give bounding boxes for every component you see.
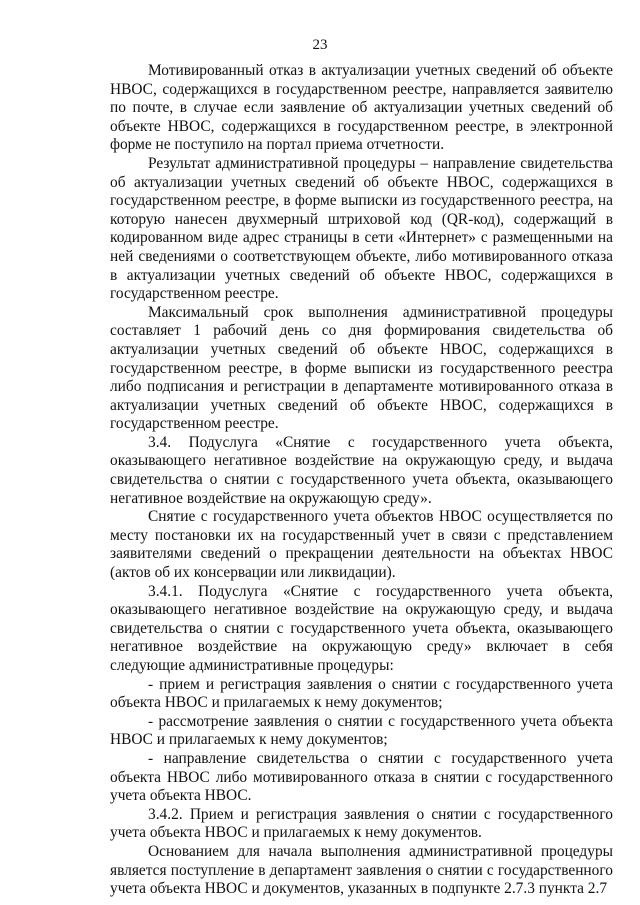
paragraph: Максимальный срок выполнения административной процедуры составляет 1 рабочий день со дня формирования свидетельства об актуализации учетных сведений об объекте НВОС, содержащихся в государственном реестре, в форме выписки из государственного реестра либо подписания и регистрации в департаменте мотивированного отказа в актуализации учетных сведений об объекте НВОС, содержащихся в государственном реестре. [110, 303, 613, 433]
paragraph: Результат административной процедуры – направление свидетельства об актуализации учетных сведений об объекте НВОС, содержащихся в государственном реестре, в форме выписки из государственного реестра, на которую нанесен двухмерный штриховой код (QR-код), содержащий в кодированном виде адрес страницы в сети «Интернет» с размещенными на ней сведениями о соответствующем объекте, либо мотивированного отказа в актуализации учетных сведений об объекте НВОС, содержащихся в государственном реестре. [110, 154, 613, 303]
paragraph: Основанием для начала выполнения административной процедуры является поступление в департамент заявления о снятии с государственного учета объекта НВОС и документов, указанных в подпункте 2.7.3 пункта 2.7 [110, 842, 613, 898]
list-item: - прием и регистрация заявления о снятии с государственного учета объекта НВОС и прилагаемых к нему документов; [110, 675, 613, 712]
list-item: - направление свидетельства о снятии с государственного учета объекта НВОС либо мотивированного отказа в снятии с государственного учета объекта НВОС. [110, 749, 613, 805]
document-body [110, 62, 613, 899]
page-number: 23 [312, 37, 328, 53]
list-item: - рассмотрение заявления о снятии с государственного учета объекта НВОС и прилагаемых к нему документов; [110, 712, 613, 749]
subsection-3-4-2: 3.4.2. Прием и регистрация заявления о снятии с государственного учета объекта НВОС и прилагаемых к нему документов. [110, 805, 613, 842]
subsection-3-4-1: 3.4.1. Подуслуга «Снятие с государственного учета объекта, оказывающего негативное воздействие на окружающую среду, и выдача свидетельства о снятии с государственного учета объекта, оказывающего негативное воздействие на окружающую среду» включает в себя следующие административные процедуры: [110, 582, 613, 674]
section-heading-3-4: 3.4. Подуслуга «Снятие с государственного учета объекта, оказывающего негативное воздействие на окружающую среду, и выдача свидетельства о снятии с государственного учета объекта, оказывающего негативное воздействие на окружающую среду». [110, 433, 613, 507]
paragraph: Снятие с государственного учета объектов НВОС осуществляется по месту постановки их на государственный учет в связи с представлением заявителями сведений о прекращении деятельности на объектах НВОС (актов об их консервации или ликвидации). [110, 508, 613, 582]
paragraph: Мотивированный отказ в актуализации учетных сведений об объекте НВОС, содержащихся в государственном реестре, направляется заявителю по почте, в случае если заявление об актуализации учетных сведений об объекте НВОС, содержащихся в государственном реестре, в электронной форме не поступило на портал приема отчетности. [110, 62, 613, 154]
